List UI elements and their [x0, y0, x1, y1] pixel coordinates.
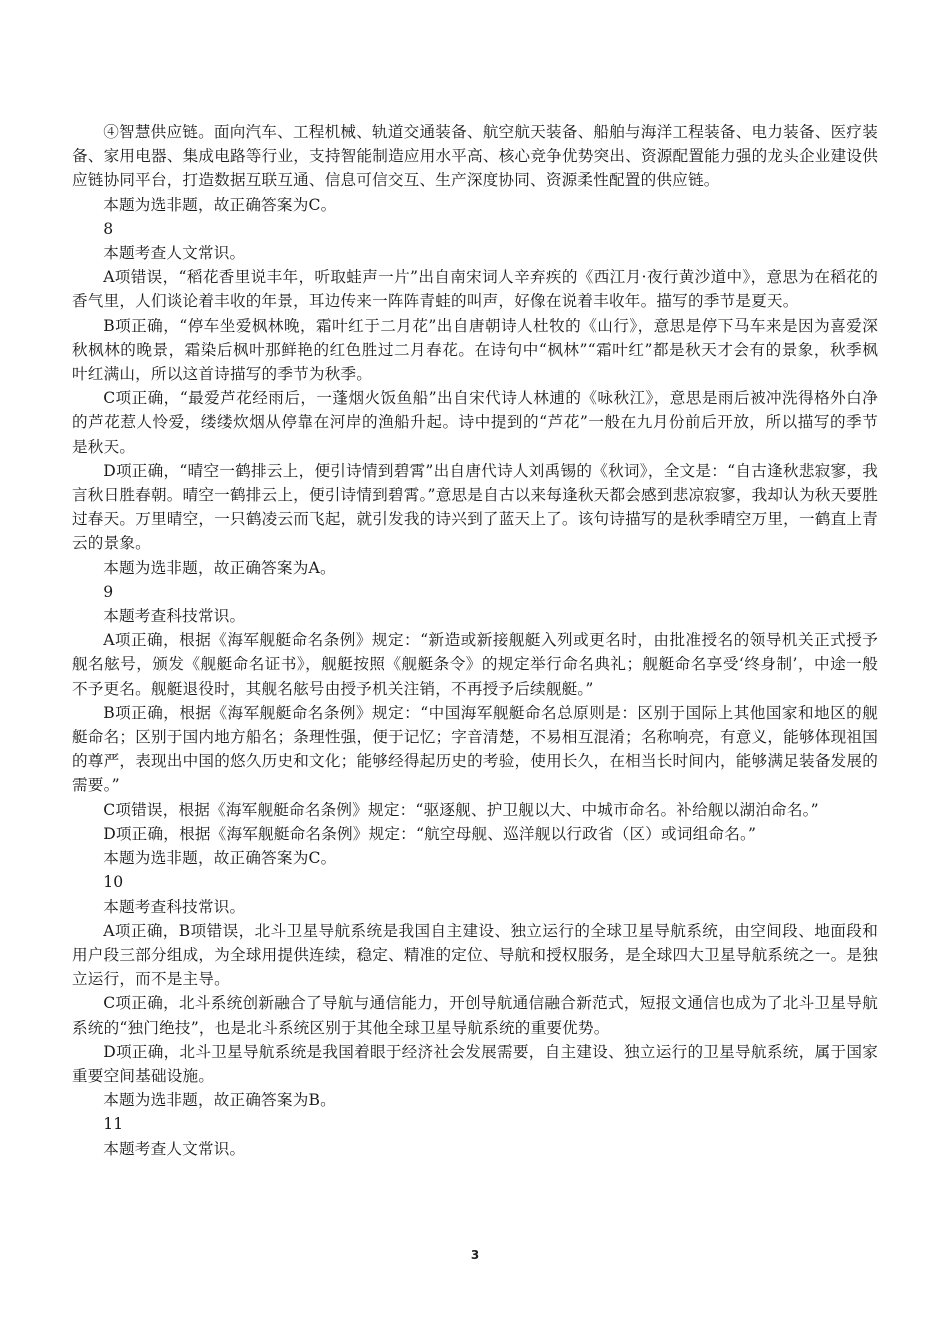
topic-line: 本题考查人文常识。 — [103, 1139, 246, 1158]
answer-line: 本题为选非题，故正确答案为B。 — [103, 1091, 336, 1110]
option-b-explanation: B项正确，根据《海军舰艇命名条例》规定：“中国海军舰艇命名总原则是：区别于国际上其他国家和地区的舰艇命名；区别于国内地方船名；条理性强，便于记忆；字音清楚，不易相互混淆；名称响亮，有意义，能够体现祖国的尊严，表现出中国的悠久历史和文化；能够经得起历史的考验，使用长久，在相当长时间内，能够满足装备发展的需要。” — [72, 703, 878, 795]
option-b-explanation: B项正确，“停车坐爱枫林晚，霜叶红于二月花”出自唐朝诗人杜牧的《山行》，意思是停下马车来是因为喜爱深秋枫林的晚景，霜染后枫叶那鲜艳的红色胜过二月春花。在诗句中“枫林”“霜叶红”都是秋天才会有的景象，秋季枫叶红满山，所以这首诗描写的季节为秋季。 — [72, 316, 878, 384]
topic-line: 本题考查人文常识。 — [103, 244, 246, 263]
option-a-explanation: A项正确，根据《海军舰艇命名条例》规定：“新造或新接舰艇入列或更名时，由批准授名的领导机关正式授予舰名舷号，颁发《舰艇命名证书》，舰艇按照《舰艇条令》的规定举行命名典礼；舰艇命名享受‘终身制’，中途一般不予更名。舰艇退役时，其舰名舷号由授予机关注销，不再授予后续舰艇。” — [72, 631, 878, 698]
option-d-explanation: D项正确，“晴空一鹤排云上，便引诗情到碧霄”出自唐代诗人刘禹锡的《秋词》，全文是：“自古逢秋悲寂寥，我言秋日胜春朝。晴空一鹤排云上，便引诗情到碧霄。”意思是自古以来每逢秋天都会感到悲凉寂寥，我却认为秋天要胜过春天。万里晴空，一只鹤凌云而飞起，就引发我的诗兴到了蓝天上了。该句诗描写的是秋季晴空万里，一鹤直上青云的景象。 — [72, 461, 878, 553]
topic-line: 本题考查科技常识。 — [103, 607, 246, 626]
question-number: 8 — [103, 219, 114, 238]
page-number: 3 — [470, 1248, 480, 1262]
option-c-explanation: C项正确，“最爱芦花经雨后，一蓬烟火饭鱼船”出自宋代诗人林逋的《咏秋江》，意思是雨后被冲洗得格外白净的芦花惹人怜爱，缕缕炊烟从停靠在河岸的渔船升起。诗中提到的“芦花”一般在九月份前后开放，所以描写的季节是秋天。 — [72, 389, 878, 456]
answer-line: 本题为选非题，故正确答案为C。 — [103, 195, 337, 214]
answer-line: 本题为选非题，故正确答案为A。 — [103, 558, 336, 577]
topic-line: 本题考查科技常识。 — [103, 897, 246, 916]
option-d-explanation: D项正确，根据《海军舰艇命名条例》规定：“航空母舰、巡洋舰以行政省（区）或词组命名。” — [103, 824, 757, 843]
option-ab-explanation: A项正确，B项错误，北斗卫星导航系统是我国自主建设、独立运行的全球卫星导航系统，由空间段、地面段和用户段三部分组成，为全球用提供连续，稳定、精准的定位、导航和授权服务，是全球四大卫星导航系统之一。是独立运行，而不是主导。 — [72, 921, 878, 989]
document-body — [72, 120, 878, 1161]
question-number: 9 — [103, 582, 114, 601]
answer-line: 本题为选非题，故正确答案为C。 — [103, 849, 337, 868]
paragraph: ④智慧供应链。面向汽车、工程机械、轨道交通装备、航空航天装备、船舶与海洋工程装备、电力装备、医疗装备、家用电器、集成电路等行业，支持智能制造应用水平高、核心竞争优势突出、资源配置能力强的龙头企业建设供应链协同平台，打造数据互联互通、信息可信交互、生产深度协同、资源柔性配置的供应链。 — [72, 123, 878, 190]
question-number: 11 — [103, 1115, 124, 1134]
question-number: 10 — [103, 873, 124, 892]
option-c-explanation: C项正确，北斗系统创新融合了导航与通信能力，开创导航通信融合新范式，短报文通信也成为了北斗卫星导航系统的“独门绝技”，也是北斗系统区别于其他全球卫星导航系统的重要优势。 — [72, 994, 878, 1037]
option-d-explanation: D项正确，北斗卫星导航系统是我国着眼于经济社会发展需要，自主建设、独立运行的卫星导航系统，属于国家重要空间基础设施。 — [72, 1042, 878, 1085]
option-c-explanation: C项错误，根据《海军舰艇命名条例》规定：“驱逐舰、护卫舰以大、中城市命名。补给舰以湖泊命名。” — [103, 800, 819, 819]
option-a-explanation: A项错误，“稻花香里说丰年，听取蛙声一片”出自南宋词人辛弃疾的《西江月·夜行黄沙道中》，意思为在稻花的香气里，人们谈论着丰收的年景，耳边传来一阵阵青蛙的叫声，好像在说着丰收年。描写的季节是夏天。 — [72, 268, 878, 311]
